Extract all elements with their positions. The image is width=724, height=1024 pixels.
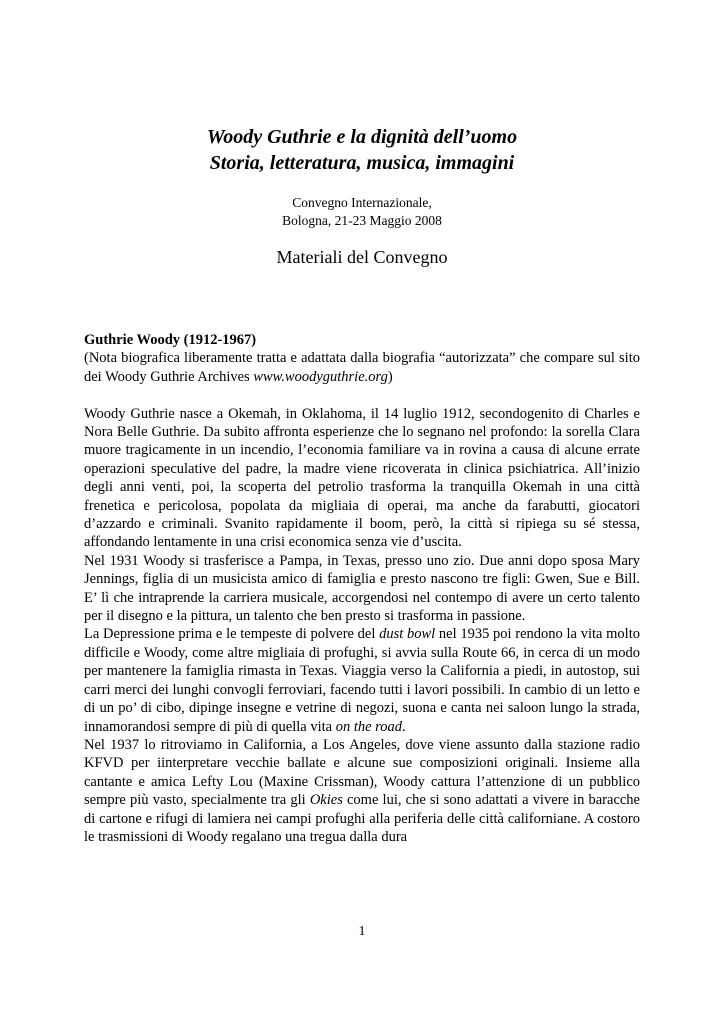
- paragraph-3: [84, 625, 640, 735]
- paragraph-3-part-c: nel 1935 poi rendono la vita molto difficile e Woody, come altre migliaia di profughi, si avvia sulla Route 66, in cerca di un modo per mantenere la famiglia rimasta in Texas. Viaggia verso la California a piedi, in autostop, sui carri merci dei lunghi convogli ferroviari, facendo tutti i lavori possibili. In cambio di un letto e di un po’ di cibo, dipinge insegne e vetrine di negozi, suona e canta nei saloon lungo la strada, innamorandosi sempre di più di quella vita: [84, 626, 640, 735]
- source-note: [84, 349, 640, 386]
- paragraph-2: Nel 1931 Woody si trasferisce a Pampa, in Texas, presso uno zio. Due anni dopo sposa Mary Jennings, figlia di un musicista amico di famiglia e presto nascono tre figli: Gwen, Sue e Bill. E’ lì che intraprende la carriera musicale, accorgendosi nel contempo di avere un certo talento per il disegno e la pittura, un talento che ben presto si trasforma in passione.: [84, 552, 640, 625]
- page-number: 1: [358, 924, 366, 939]
- section-heading: Guthrie Woody (1912-1967): [84, 332, 257, 348]
- conference-place-date: Bologna, 21-23 Maggio 2008: [282, 213, 442, 228]
- document-subtitle: Storia, letteratura, musica, immagini: [209, 152, 515, 174]
- paragraph-3-dust-bowl: dust bowl: [379, 626, 436, 643]
- paragraph-4-okies: Okies: [309, 792, 343, 809]
- source-note-text: (Nota biografica liberamente tratta e adattata dalla biografia “autorizzata” che compare sul sito dei Woody Guthrie Archives: [84, 350, 640, 385]
- paragraph-1: Woody Guthrie nasce a Okemah, in Oklahoma, il 14 luglio 1912, secondogenito di Charles e Nora Belle Guthrie. Da subito affronta esperienze che lo segnano nel profondo: la sorella Clara muore tragicamente in un incendio, l’economia familiare va in rovina a causa di alcune errate operazioni speculative del padre, la madre viene ricoverata in clinica psichiatrica. All’inizio degli anni venti, poi, la scoperta del petrolio trasforma la tranquilla Okemah in una città frenetica e pericolosa, popolata da migliaia di operai, ma anche da farabutti, giocatori d’azzardo e criminali. Svanito rapidamente il boom, però, la città si ripiega su sé stessa, affondando lentamente in una crisi economica senza vie d’uscita.: [84, 405, 640, 551]
- body-text: [84, 331, 640, 846]
- conference-name: Convegno Internazionale,: [292, 195, 432, 210]
- paragraph-4-part-c: come lui, che si sono adattati a vivere in baracche di cartone e rifugi di lamiera nei campi profughi alla periferia delle città californiane. A costoro le trasmissioni di Woody regalano una tregua dalla dura: [84, 792, 640, 845]
- paragraph-3-part-a: La Depressione prima e le tempeste di polvere del: [84, 626, 380, 643]
- source-note-url: www.woodyguthrie.org: [253, 368, 388, 385]
- document-title: Woody Guthrie e la dignità dell’uomo: [206, 126, 518, 148]
- conference-info: [0, 194, 724, 230]
- title-block: [0, 124, 724, 176]
- paragraph-3-on-the-road: on the road: [335, 718, 403, 735]
- source-note-close: ): [387, 368, 393, 385]
- paragraph-4-part-a: Nel 1937 lo ritroviamo in California, a Los Angeles, dove viene assunto dalla stazione radio KFVD per iinterpretare vecchie ballate e alcune sue composizioni originali. Insieme alla cantante e amica Lefty Lou (Maxine Crissman), Woody cattura l’attenzione di un pubblico sempre più vasto, specialmente tra gli: [84, 736, 640, 809]
- materials-heading: Materiali del Convegno: [276, 247, 448, 267]
- paragraph-3-part-e: .: [402, 718, 406, 735]
- paragraph-4: [84, 736, 640, 846]
